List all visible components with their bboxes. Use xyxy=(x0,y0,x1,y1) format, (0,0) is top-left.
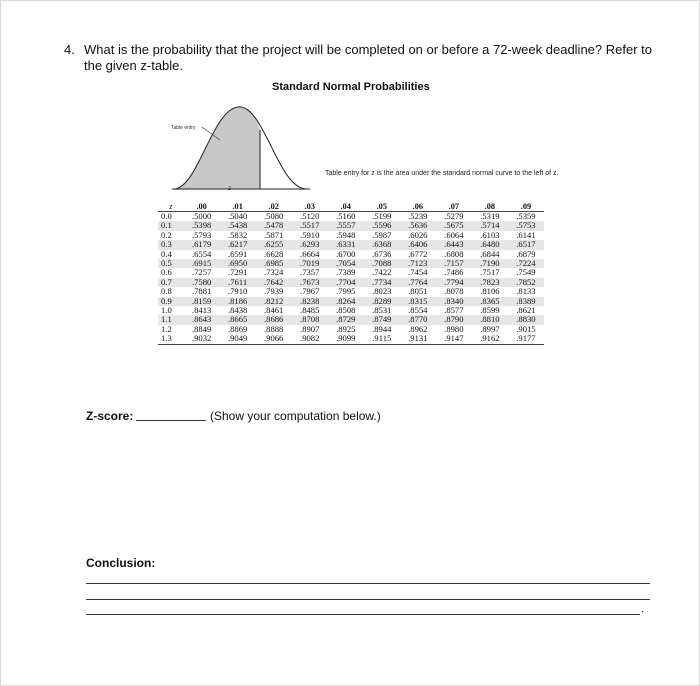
table-title: Standard Normal Probabilities xyxy=(272,81,430,93)
probability-cell: .5832 xyxy=(227,229,248,240)
probability-cell: .8643 xyxy=(184,315,220,324)
probability-cell: .8577 xyxy=(444,305,464,316)
probability-cell: .9177 xyxy=(508,334,544,344)
probability-cell: .7967 xyxy=(300,286,320,297)
probability-cell: .5319 xyxy=(480,211,500,221)
probability-cell: .7517 xyxy=(480,267,500,278)
probability-cell: .7939 xyxy=(264,286,284,297)
zscore-label: Z-score: xyxy=(86,409,134,423)
probability-cell: .9015 xyxy=(516,323,536,334)
probability-cell: .5359 xyxy=(516,211,536,221)
probability-cell: .6985 xyxy=(256,259,292,268)
probability-cell: .8238 xyxy=(292,297,328,306)
zscore-answer-line[interactable] xyxy=(136,420,206,421)
probability-cell: .5675 xyxy=(436,221,472,230)
probability-cell: .5438 xyxy=(220,221,256,230)
conclusion-line[interactable] xyxy=(86,614,640,615)
probability-cell: .8888 xyxy=(264,323,284,334)
z-header: z xyxy=(158,201,184,212)
probability-cell: .5753 xyxy=(508,221,544,230)
probability-cell: .8869 xyxy=(227,323,248,334)
probability-cell: .8686 xyxy=(256,315,292,324)
question-number: 4. xyxy=(64,42,75,57)
probability-cell: .6064 xyxy=(444,229,464,240)
probability-cell: .7257 xyxy=(191,267,212,278)
probability-cell: .7454 xyxy=(408,267,428,278)
probability-cell: .8925 xyxy=(336,323,356,334)
probability-cell: .5948 xyxy=(336,229,356,240)
probability-cell: .9115 xyxy=(364,334,400,344)
probability-cell: .7764 xyxy=(400,278,436,287)
col-header: .00 xyxy=(184,201,220,212)
probability-cell: .7852 xyxy=(508,278,544,287)
probability-cell: .8708 xyxy=(292,315,328,324)
probability-cell: .8997 xyxy=(480,323,500,334)
probability-cell: .8810 xyxy=(472,315,508,324)
probability-cell: .8729 xyxy=(328,315,364,324)
probability-cell: .7549 xyxy=(516,267,536,278)
probability-cell: .8621 xyxy=(516,305,536,316)
probability-cell: .7224 xyxy=(508,259,544,268)
probability-cell: .7123 xyxy=(400,259,436,268)
z-value-cell: 1.1 xyxy=(158,315,184,324)
probability-cell: .7357 xyxy=(300,267,320,278)
probability-cell: .8051 xyxy=(408,286,428,297)
z-value-cell: 0.4 xyxy=(161,248,172,259)
probability-cell: .5596 xyxy=(364,221,400,230)
col-header: .07 xyxy=(436,201,472,212)
probability-cell: .9131 xyxy=(400,334,436,344)
probability-cell: .6736 xyxy=(372,248,392,259)
probability-cell: .9147 xyxy=(436,334,472,344)
normal-curve-figure xyxy=(160,100,320,192)
probability-cell: .6554 xyxy=(191,248,212,259)
probability-cell: .9032 xyxy=(184,334,220,344)
probability-cell: .8023 xyxy=(372,286,392,297)
probability-cell: .5636 xyxy=(400,221,436,230)
probability-cell: .7881 xyxy=(191,286,212,297)
probability-cell: .8365 xyxy=(472,297,508,306)
probability-cell: .8790 xyxy=(436,315,472,324)
probability-cell: .5478 xyxy=(256,221,292,230)
probability-cell: .6406 xyxy=(400,240,436,249)
z-table-header xyxy=(158,201,544,212)
probability-cell: .6591 xyxy=(227,248,248,259)
probability-cell: .9082 xyxy=(292,334,328,344)
probability-cell: .8749 xyxy=(364,315,400,324)
z-table-body xyxy=(158,212,544,345)
probability-cell: .6844 xyxy=(480,248,500,259)
probability-cell: .8962 xyxy=(408,323,428,334)
probability-cell: .5199 xyxy=(372,211,392,221)
probability-cell: .7673 xyxy=(292,278,328,287)
probability-cell: .6480 xyxy=(472,240,508,249)
probability-cell: .7019 xyxy=(292,259,328,268)
col-header: .02 xyxy=(256,201,292,212)
probability-cell: .6179 xyxy=(184,240,220,249)
probability-cell: .8133 xyxy=(516,286,536,297)
z-value-cell: 0.2 xyxy=(161,229,172,240)
z-value-cell: 0.0 xyxy=(161,211,172,221)
probability-cell: .5120 xyxy=(300,211,320,221)
probability-cell: .5160 xyxy=(336,211,356,221)
z-mark: z xyxy=(228,186,231,192)
z-value-cell: 1.2 xyxy=(161,323,172,334)
probability-cell: .5040 xyxy=(227,211,248,221)
probability-cell: .8212 xyxy=(256,297,292,306)
col-header: .01 xyxy=(220,201,256,212)
probability-cell: .6331 xyxy=(328,240,364,249)
probability-cell: .7642 xyxy=(256,278,292,287)
col-header: .09 xyxy=(508,201,544,212)
probability-cell: .8438 xyxy=(227,305,248,316)
z-value-cell: 0.9 xyxy=(158,297,184,306)
probability-cell: .5987 xyxy=(372,229,392,240)
probability-cell: .7291 xyxy=(227,267,248,278)
z-value-cell: 0.5 xyxy=(158,259,184,268)
probability-cell: .7054 xyxy=(328,259,364,268)
probability-cell: .8508 xyxy=(336,305,356,316)
probability-cell: .9049 xyxy=(220,334,256,344)
probability-cell: .5871 xyxy=(264,229,284,240)
conclusion-line[interactable] xyxy=(86,583,650,584)
probability-cell: .9066 xyxy=(256,334,292,344)
probability-cell: .7995 xyxy=(336,286,356,297)
probability-cell: .6879 xyxy=(516,248,536,259)
table-caption: Table entry for z is the area under the standard normal curve to the left of z. xyxy=(325,170,559,177)
probability-cell: .8315 xyxy=(400,297,436,306)
probability-cell: .8849 xyxy=(191,323,212,334)
probability-cell: .6255 xyxy=(256,240,292,249)
probability-cell: .6700 xyxy=(336,248,356,259)
probability-cell: .6141 xyxy=(516,229,536,240)
probability-cell: .7324 xyxy=(264,267,284,278)
probability-cell: .5793 xyxy=(191,229,212,240)
z-value-cell: 0.3 xyxy=(158,240,184,249)
probability-cell: .7389 xyxy=(336,267,356,278)
z-value-cell: 1.3 xyxy=(158,334,184,344)
probability-cell: .7157 xyxy=(436,259,472,268)
probability-cell: .6217 xyxy=(220,240,256,249)
probability-cell: .7486 xyxy=(444,267,464,278)
question-text: What is the probability that the project will be completed on or before a 72-week deadline? Refer to the given z-table. xyxy=(84,42,652,73)
probability-cell: .6772 xyxy=(408,248,428,259)
probability-cell: .8389 xyxy=(508,297,544,306)
probability-cell: .8830 xyxy=(508,315,544,324)
probability-cell: .5517 xyxy=(292,221,328,230)
z-value-cell: 0.1 xyxy=(158,221,184,230)
probability-cell: .6368 xyxy=(364,240,400,249)
probability-cell: .8599 xyxy=(480,305,500,316)
probability-cell: .8106 xyxy=(480,286,500,297)
col-header: .03 xyxy=(292,201,328,212)
probability-cell: .7910 xyxy=(227,286,248,297)
probability-cell: .6443 xyxy=(436,240,472,249)
probability-cell: .8159 xyxy=(184,297,220,306)
probability-cell: .8186 xyxy=(220,297,256,306)
probability-cell: .8980 xyxy=(444,323,464,334)
zscore-instruction: (Show your computation below.) xyxy=(210,409,381,423)
probability-cell: .6293 xyxy=(292,240,328,249)
conclusion-line[interactable] xyxy=(86,599,650,600)
probability-cell: .8289 xyxy=(364,297,400,306)
probability-cell: .6664 xyxy=(300,248,320,259)
shaded-area xyxy=(174,107,260,189)
probability-cell: .9099 xyxy=(328,334,364,344)
probability-cell: .7611 xyxy=(220,278,256,287)
probability-cell: .6628 xyxy=(264,248,284,259)
probability-cell: .5239 xyxy=(408,211,428,221)
probability-cell: .5557 xyxy=(328,221,364,230)
probability-cell: .6103 xyxy=(480,229,500,240)
probability-cell: .5714 xyxy=(472,221,508,230)
probability-cell: .5398 xyxy=(184,221,220,230)
probability-cell: .5000 xyxy=(191,211,212,221)
probability-cell: .8078 xyxy=(444,286,464,297)
probability-cell: .8770 xyxy=(400,315,436,324)
probability-cell: .8665 xyxy=(220,315,256,324)
col-header: .05 xyxy=(364,201,400,212)
probability-cell: .7823 xyxy=(472,278,508,287)
z-value-cell: 0.7 xyxy=(158,278,184,287)
probability-cell: .9162 xyxy=(472,334,508,344)
probability-cell: .7088 xyxy=(364,259,400,268)
conclusion-end-mark: . xyxy=(641,604,644,615)
z-value-cell: 1.0 xyxy=(161,305,172,316)
probability-cell: .8340 xyxy=(436,297,472,306)
probability-cell: .7794 xyxy=(436,278,472,287)
probability-cell: .6808 xyxy=(444,248,464,259)
z-value-cell: 0.8 xyxy=(161,286,172,297)
probability-cell: .7704 xyxy=(328,278,364,287)
probability-cell: .6026 xyxy=(408,229,428,240)
probability-cell: .8264 xyxy=(328,297,364,306)
probability-cell: .6950 xyxy=(220,259,256,268)
col-header: .08 xyxy=(472,201,508,212)
probability-cell: .5080 xyxy=(264,211,284,221)
probability-cell: .8531 xyxy=(372,305,392,316)
probability-cell: .7190 xyxy=(472,259,508,268)
probability-cell: .7734 xyxy=(364,278,400,287)
conclusion-label: Conclusion: xyxy=(86,556,156,570)
probability-cell: .8461 xyxy=(264,305,284,316)
probability-cell: .5279 xyxy=(444,211,464,221)
z-value-cell: 0.6 xyxy=(161,267,172,278)
table-entry-label: Table entry xyxy=(171,125,196,131)
z-table xyxy=(158,201,544,345)
probability-cell: .8944 xyxy=(372,323,392,334)
probability-cell: .6915 xyxy=(184,259,220,268)
probability-cell: .7580 xyxy=(184,278,220,287)
probability-cell: .8554 xyxy=(408,305,428,316)
probability-cell: .5910 xyxy=(300,229,320,240)
col-header: .04 xyxy=(328,201,364,212)
probability-cell: .8907 xyxy=(300,323,320,334)
table-row xyxy=(158,334,544,344)
probability-cell: .7422 xyxy=(372,267,392,278)
probability-cell: .8413 xyxy=(191,305,212,316)
col-header: .06 xyxy=(400,201,436,212)
probability-cell: .6517 xyxy=(508,240,544,249)
probability-cell: .8485 xyxy=(300,305,320,316)
